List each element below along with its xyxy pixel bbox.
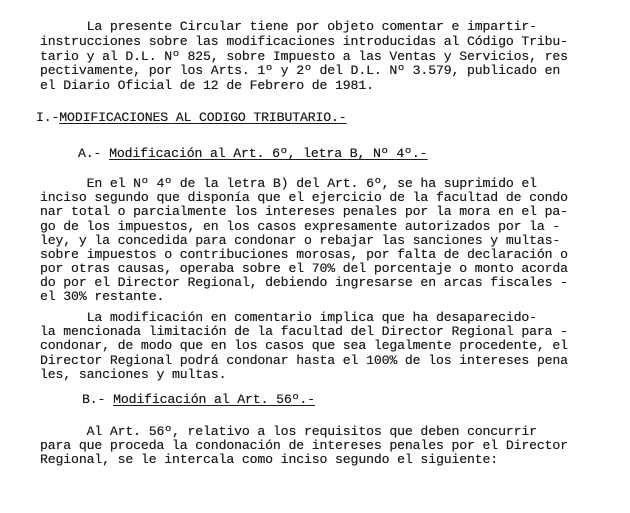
subsection-b-letter: B.- [82,392,106,407]
paragraph-a2-line-4: Director Regional podrá condonar hasta el 100% de los intereses pena [40,353,568,368]
paragraph-a1-line-4: go de los impuestos, en los casos expresamente autorizados por la - [40,219,561,234]
intro-line-3: tario y al D.L. Nº 825, sobre Impuesto a las Ventas y Servicios, res [40,49,568,64]
paragraph-a2-line-2: la mencionada limitación de la facultad del Director Regional para - [40,324,568,339]
paragraph-a1-line-2: inciso segundo que disponía que el ejercicio de la facultad de condo [40,190,568,205]
paragraph-b1-line-3: Regional, se le intercala como inciso segundo el siguiente: [40,452,499,467]
paragraph-a1-line-6: sobre impuestos o contribuciones morosas, por falta de declaración o [40,247,568,262]
paragraph-a2-line-1: La modificación en comentario implica que ha desaparecido- [40,310,537,325]
paragraph-a1-line-3: nar total o parcialmente los intereses penales por la mora en el pa- [40,204,568,219]
section-i-heading [36,111,347,125]
intro-line-5: el Diario Oficial de 12 de Febrero de 1981. [40,78,374,93]
paragraph-a1-line-8: do por el Director Regional, debiendo ingresarse en arcas fiscales - [40,275,568,290]
section-i-title: MODIFICACIONES AL CODIGO TRIBUTARIO.- [59,110,347,125]
paragraph-b1-line-1: Al Art. 56º, relativo a los requisitos que deben concurrir [40,424,537,439]
paragraph-a1-line-1: En el Nº 4º de la letra B) del Art. 6º, se ha suprimido el [40,176,537,191]
subsection-a-letter: A.- [78,146,102,161]
subsection-b-title: Modificación al Art. 56º.- [113,392,315,407]
intro-line-2: instrucciones sobre las modificaciones introducidas al Código Tribu- [40,34,568,49]
paragraph-a1-line-5: ley, y la concedida para condonar o rebajar las sanciones y multas- [40,233,561,248]
paragraph-a2-line-3: condonar, de modo que en los casos que sea legalmente procedente, el [40,338,568,353]
paragraph-b1-line-2: para que proceda la condonación de intereses penales por el Director [40,438,568,453]
intro-line-4: pectivamente, por los Arts. 1º y 2º del D.L. Nº 3.579, publicado en [40,63,561,78]
paragraph-a1-line-9: el 30% restante. [40,289,165,304]
paragraph-a2-line-5: les, sanciones y multas. [40,367,227,382]
subsection-a-heading [78,147,427,161]
intro-line-1: La presente Circular tiene por objeto comentar e impartir- [40,19,537,34]
section-i-number: I.- [36,110,60,125]
subsection-a-title: Modificación al Art. 6º, letra B, Nº 4º.- [109,146,428,161]
subsection-b-heading [82,393,315,407]
paragraph-a1-line-7: por otras causas, operaba sobre el 70% del porcentaje o monto acorda [40,261,568,276]
